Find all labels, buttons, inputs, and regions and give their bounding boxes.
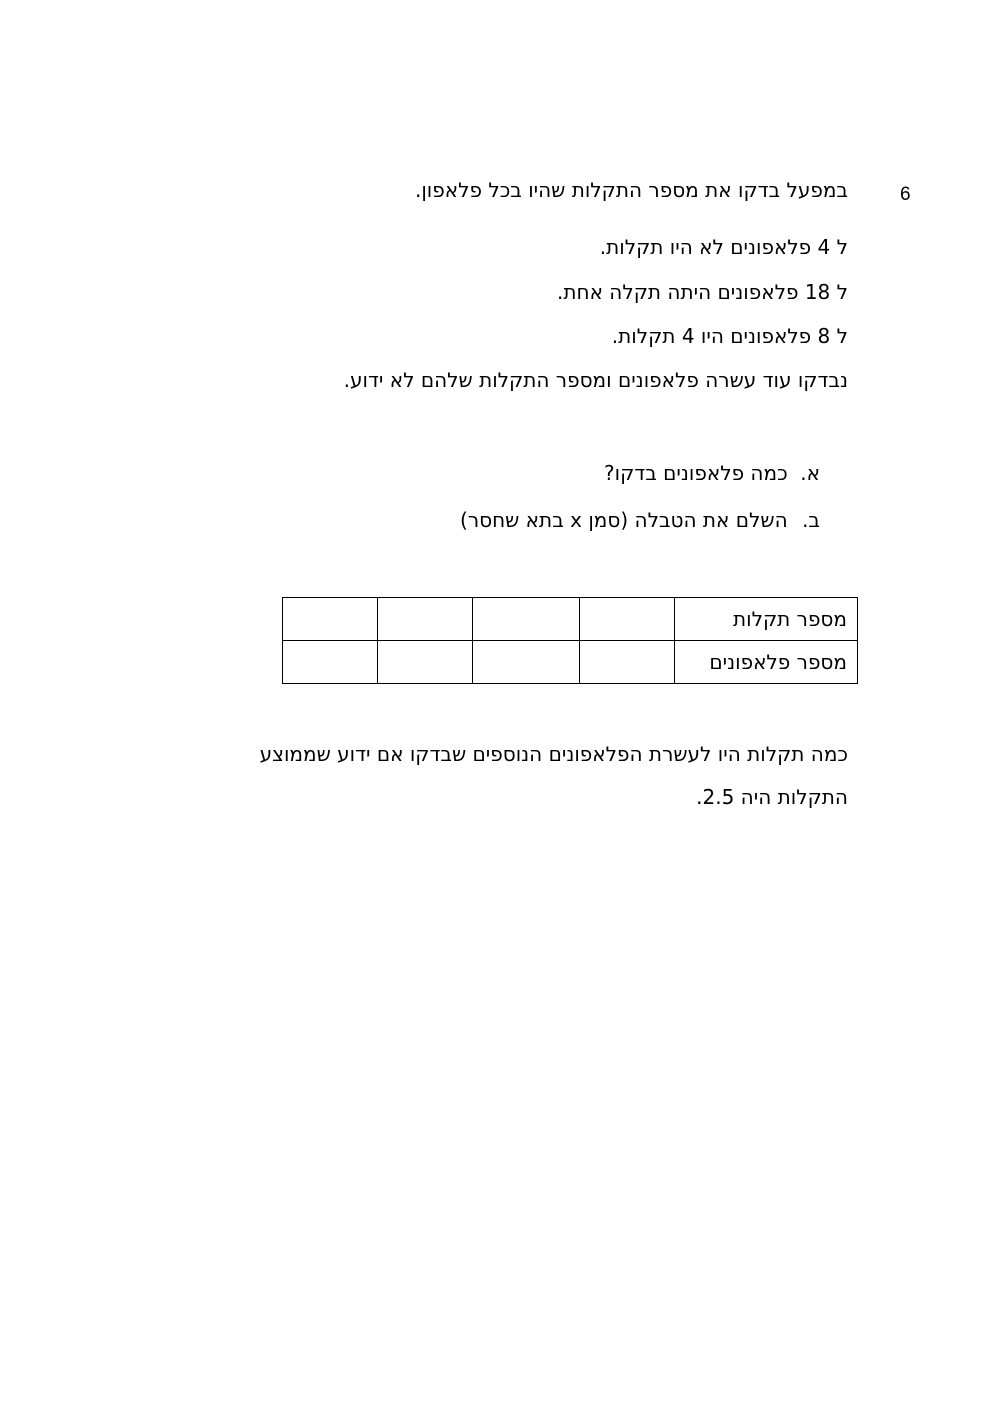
table-cell[interactable] [283,598,378,641]
answer-table [282,597,858,684]
fact-line: ל 8 פלאפונים היו 4 תקלות. [611,324,848,348]
part-a [604,463,820,483]
part-text: כמה פלאפונים בדקו? [604,461,788,485]
part-letter: ב. [802,508,820,532]
part-letter: א. [800,461,820,485]
question-number: 6 [900,184,911,205]
fact-line: נבדקו עוד עשרה פלאפונים ומספר התקלות שלהם לא ידוע. [343,368,848,392]
final-question-line: התקלות היה 2.5. [696,785,848,809]
fact-line: ל 18 פלאפונים היתה תקלה אחת. [557,280,848,304]
table-cell[interactable] [580,598,675,641]
row-header: מספר פלאפונים [675,641,858,684]
part-text: השלם את הטבלה (סמן x בתא שחסר) [460,508,788,532]
row-header: מספר תקלות [675,598,858,641]
fact-line: ל 4 פלאפונים לא היו תקלות. [599,235,848,259]
table-row [283,598,858,641]
table-cell[interactable] [473,641,580,684]
table-cell[interactable] [378,598,473,641]
table-cell[interactable] [378,641,473,684]
final-question-line: כמה תקלות היו לעשרת הפלאפונים הנוספים שבדקו אם ידוע שממוצע [259,742,848,766]
part-b [460,510,820,530]
intro-text: במפעל בדקו את מספר התקלות שהיו בכל פלאפון. [415,178,848,202]
table-cell[interactable] [473,598,580,641]
table-cell[interactable] [283,641,378,684]
table-cell[interactable] [580,641,675,684]
table-row [283,641,858,684]
